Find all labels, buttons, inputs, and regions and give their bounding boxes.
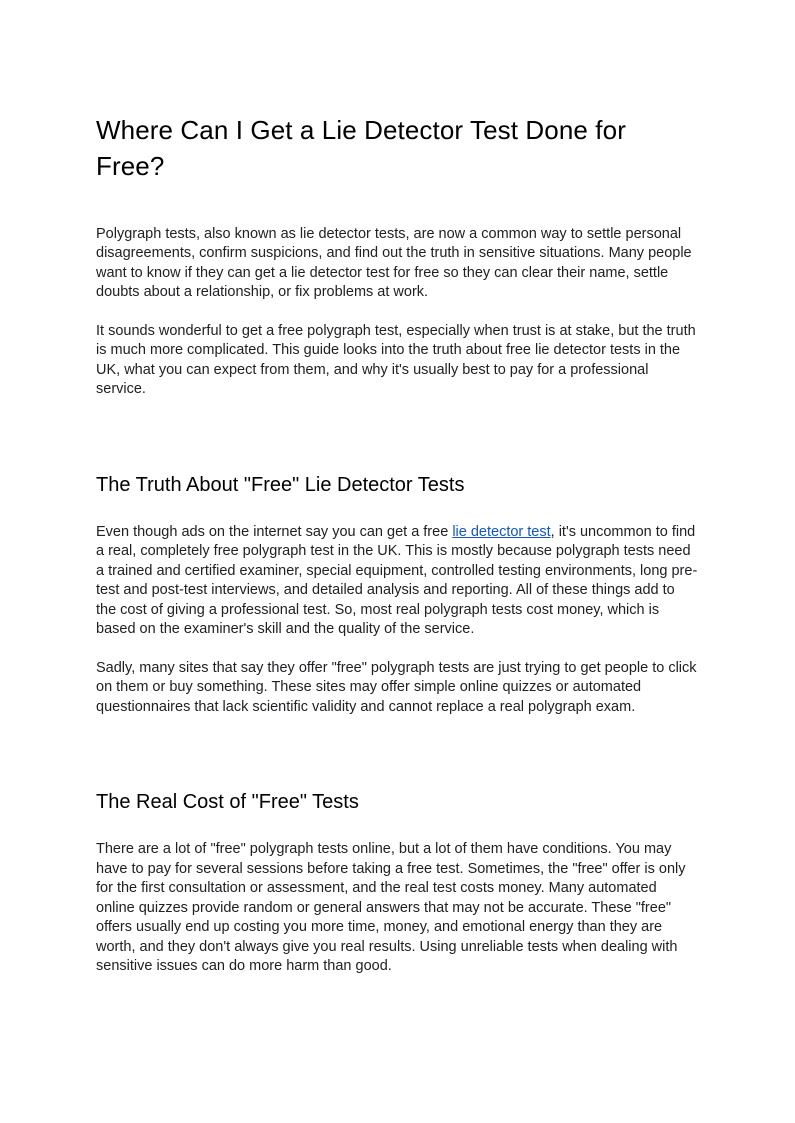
section-heading-truth-about-free-tests: The Truth About "Free" Lie Detector Tests bbox=[96, 473, 465, 496]
truth-p1-text-before-link: Even though ads on the internet say you can get a free bbox=[96, 523, 453, 540]
cost-paragraph-1: There are a lot of "free" polygraph tests online, but a lot of them have conditions. You may have to pay for several sessions before taking a free test. Sometimes, the "free" offer is only for the first consultation or assessment, and the real test costs money. Many automated online quizzes provide random or general answers that may not be accurate. These "free" offers usually end up costing you more time, money, and emotional energy than they are worth, and they don't always give you real results. Using unreliable tests when dealing with sensitive issues can do more harm than good. bbox=[96, 841, 686, 975]
truth-paragraph-2: Sadly, many sites that say they offer "free" polygraph tests are just trying to get people to click on them or buy something. These sites may offer simple online quizzes or automated questionnaires that lack scientific validity and cannot replace a real polygraph exam. bbox=[96, 659, 697, 715]
truth-paragraph-1 bbox=[96, 523, 698, 640]
intro-paragraph-1: Polygraph tests, also known as lie detector tests, are now a common way to settle personal disagreements, confirm suspicions, and find out the truth in sensitive situations. Many people want to know if they can get a lie detector test for free so they can clear their name, settle doubts about a relationship, or fix problems at work. bbox=[96, 225, 692, 301]
lie-detector-test-link[interactable]: lie detector test bbox=[452, 523, 551, 540]
section-heading-real-cost-of-free-tests: The Real Cost of "Free" Tests bbox=[96, 791, 359, 814]
document-title: Where Can I Get a Lie Detector Test Done for Free? bbox=[96, 115, 626, 182]
truth-p1-text-after-link: , it's uncommon to find a real, completely free polygraph test in the UK. This is mostly because polygraph tests need a trained and certified examiner, special equipment, controlled testing environments, long pre-test and post-test interviews, and detailed analysis and reporting. All of these things add to the cost of giving a professional test. So, most real polygraph tests cost money, which is based on the examiner's skill and the quality of the service. bbox=[96, 523, 698, 638]
intro-paragraph-2: It sounds wonderful to get a free polygraph test, especially when trust is at stake, but the truth is much more complicated. This guide looks into the truth about free lie detector tests in the UK, what you can expect from them, and why it's usually best to pay for a professional service. bbox=[96, 322, 696, 398]
